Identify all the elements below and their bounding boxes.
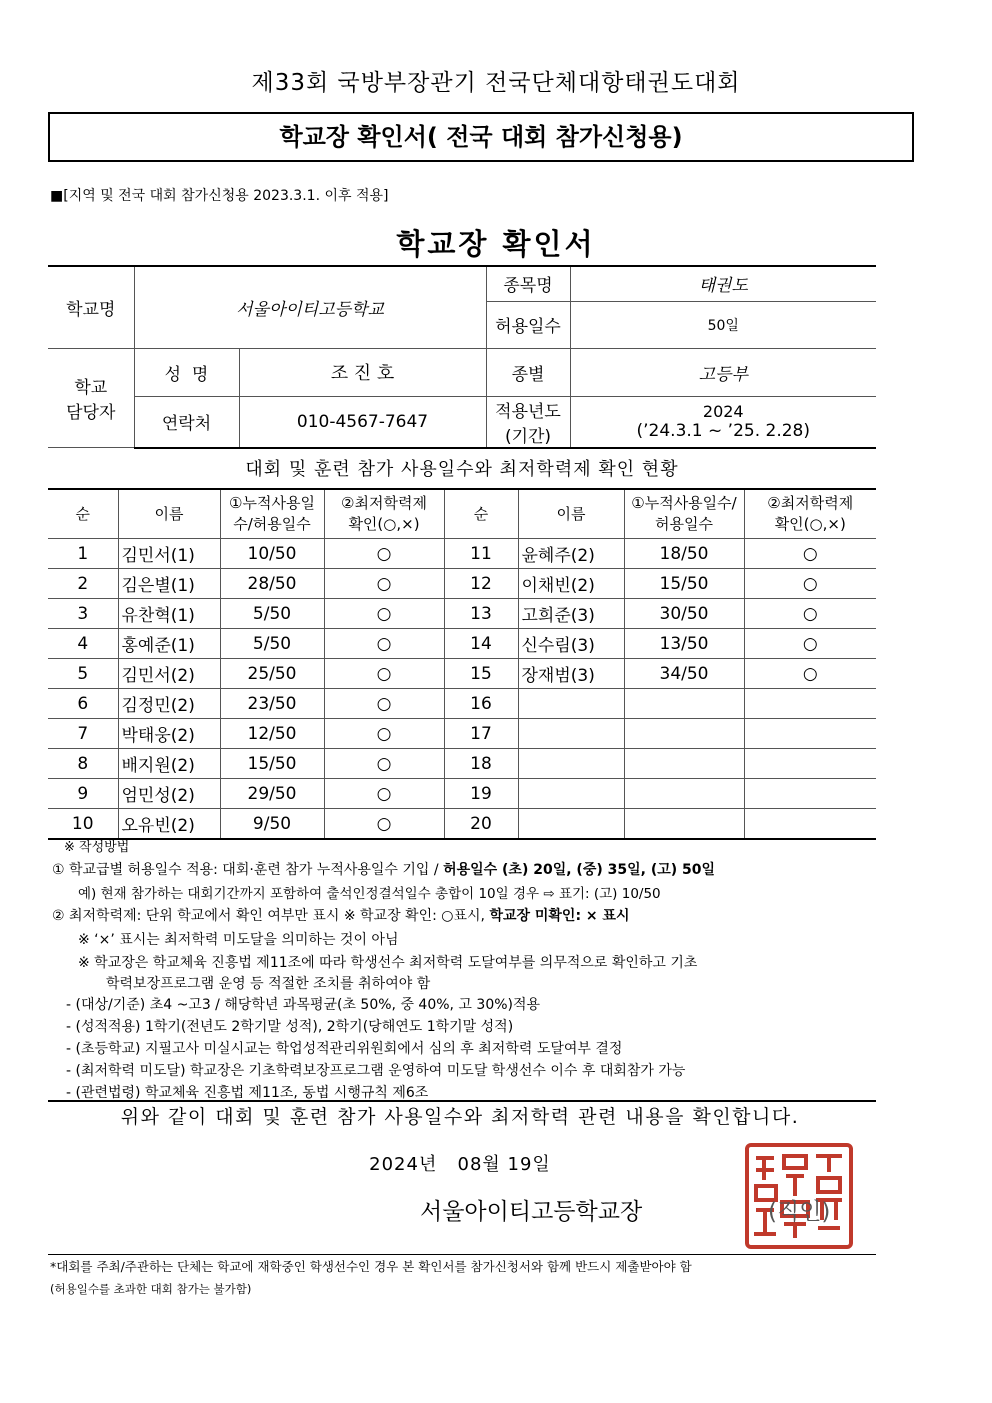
student-name: 오유빈(2) [118, 809, 220, 840]
used-days: 29/50 [220, 779, 324, 809]
sport-value: 태권도 [570, 266, 876, 301]
student-name: 김민서(2) [118, 659, 220, 689]
student-name: 김은별(1) [118, 569, 220, 599]
period-value: (’24.3.1 ~ ’25. 2.28) [636, 421, 810, 441]
min-academic-check: ○ [324, 749, 444, 779]
student-no: 4 [48, 629, 118, 659]
student-name [518, 779, 624, 809]
used-days [624, 809, 744, 840]
contact-value: 010-4567-7647 [239, 396, 486, 448]
col-header-check-line2: 확인(○,×) [348, 515, 420, 533]
manager-name-label: 성 명 [134, 348, 239, 396]
status-row [48, 659, 876, 689]
used-days: 10/50 [220, 539, 324, 569]
used-days [624, 719, 744, 749]
year-label [486, 396, 570, 448]
method-line-1a: ① 학교급별 허용일수 적용: 대회·훈련 참가 누적사용일수 기입 / [52, 862, 444, 878]
student-name: 김정민(2) [118, 689, 220, 719]
col-header-days-right-line2: 허용일수 [655, 515, 713, 533]
used-days: 12/50 [220, 719, 324, 749]
student-name: 배지원(2) [118, 749, 220, 779]
student-name [518, 809, 624, 840]
student-no: 13 [444, 599, 518, 629]
student-no: 12 [444, 569, 518, 599]
min-academic-check: ○ [744, 629, 876, 659]
col-header-days-right-line1: ①누적사용일수/ [631, 494, 737, 512]
col-header-days [220, 489, 324, 539]
allowed-days-label: 허용일수 [486, 301, 570, 348]
manager-label [48, 348, 134, 448]
method-line-3b: 학교장 미확인: × 표시 [489, 908, 630, 924]
student-no: 5 [48, 659, 118, 689]
student-name: 윤혜주(2) [518, 539, 624, 569]
confirmation-date: 2024년 08월 19일 [369, 1154, 551, 1175]
method-line-3 [52, 905, 630, 925]
year-label-line2: (기간) [504, 426, 552, 447]
divider-bottom [48, 1254, 876, 1255]
min-academic-check: ○ [324, 689, 444, 719]
event-title: 제33회 국방부장관기 전국단체대항태권도대회 [251, 70, 741, 96]
student-no: 16 [444, 689, 518, 719]
min-academic-check [744, 719, 876, 749]
used-days: 15/50 [624, 569, 744, 599]
student-no: 18 [444, 749, 518, 779]
status-row [48, 719, 876, 749]
used-days: 15/50 [220, 749, 324, 779]
student-no: 2 [48, 569, 118, 599]
student-name: 박태웅(2) [118, 719, 220, 749]
footer-note-1: *대회를 주최/주관하는 단체는 학교에 재학중인 학생선수인 경우 본 확인서를 참가신청서와 함께 반드시 제출받아야 함 [50, 1259, 692, 1274]
min-academic-check: ○ [744, 599, 876, 629]
method-line-10: - (최저학력 미도달) 학교장은 기초학력보장프로그램 운영하여 미도달 학생선수 이수 후 대회참가 가능 [66, 1063, 686, 1079]
student-name: 장재범(3) [518, 659, 624, 689]
method-line-11: - (관련법령) 학교체육 진흥법 제11조, 동법 시행규칙 제6조 [66, 1085, 429, 1101]
school-name: 서울아이티고등학교 [134, 266, 486, 348]
student-name: 홍예준(1) [118, 629, 220, 659]
status-row [48, 599, 876, 629]
min-academic-check: ○ [324, 779, 444, 809]
year-value: 2024 [702, 402, 744, 421]
used-days: 34/50 [624, 659, 744, 689]
used-days: 25/50 [220, 659, 324, 689]
min-academic-check: ○ [744, 539, 876, 569]
col-header-name-right: 이름 [518, 489, 624, 539]
manager-label-line2: 담당자 [66, 402, 116, 423]
min-academic-check [744, 689, 876, 719]
col-header-check [324, 489, 444, 539]
student-no: 7 [48, 719, 118, 749]
col-header-check-right [744, 489, 876, 539]
student-no: 9 [48, 779, 118, 809]
method-line-9: - (초등학교) 지필고사 미실시교는 학업성적관리위원회에서 심의 후 최저학력 도달여부 결정 [66, 1041, 623, 1057]
col-header-check-right-line1: ②최저학력제 [767, 494, 854, 512]
allowed-days-value: 50일 [570, 301, 876, 348]
status-row [48, 569, 876, 599]
min-academic-check [744, 749, 876, 779]
student-name: 고희준(3) [518, 599, 624, 629]
used-days: 5/50 [220, 629, 324, 659]
student-no: 11 [444, 539, 518, 569]
method-line-1b: 허용일수 (초) 20일, (중) 35일, (고) 50일 [443, 862, 716, 878]
student-no: 17 [444, 719, 518, 749]
student-no: 6 [48, 689, 118, 719]
col-header-no: 순 [48, 489, 118, 539]
method-line-6: 학력보장프로그램 운영 등 적절한 조치를 취하여야 함 [106, 976, 431, 992]
col-header-days-right [624, 489, 744, 539]
school-info-table [48, 265, 876, 449]
status-row [48, 809, 876, 840]
min-academic-check: ○ [324, 539, 444, 569]
status-row [48, 629, 876, 659]
division-value: 고등부 [570, 348, 876, 396]
min-academic-check: ○ [324, 659, 444, 689]
student-no: 1 [48, 539, 118, 569]
col-header-days-line1: ①누적사용일 [229, 494, 315, 512]
student-name [518, 719, 624, 749]
col-header-days-line2: 수/허용일수 [233, 515, 311, 533]
student-no: 8 [48, 749, 118, 779]
page-title: 학교장 확인서 [396, 227, 596, 261]
student-no: 14 [444, 629, 518, 659]
student-name: 엄민성(2) [118, 779, 220, 809]
used-days: 23/50 [220, 689, 324, 719]
student-name: 이채빈(2) [518, 569, 624, 599]
used-days [624, 749, 744, 779]
method-line-5: ※ 학교장은 학교체육 진흥법 제11조에 따라 학생선수 최저학력 도달여부를 의무적으로 확인하고 기초 [78, 955, 698, 971]
min-academic-check: ○ [324, 809, 444, 840]
applicability-note: ■[지역 및 전국 대회 참가신청용 2023.3.1. 이후 적용] [50, 188, 389, 204]
participation-status-table [48, 488, 876, 840]
col-header-check-right-line2: 확인(○,×) [774, 515, 846, 533]
min-academic-check: ○ [324, 719, 444, 749]
used-days: 9/50 [220, 809, 324, 840]
min-academic-check: ○ [324, 569, 444, 599]
principal-name: 서울아이티고등학교장 [420, 1199, 643, 1225]
method-title: ※ 작성방법 [64, 840, 130, 855]
used-days: 13/50 [624, 629, 744, 659]
col-header-check-line1: ②최저학력제 [341, 494, 427, 512]
division-label: 종별 [486, 348, 570, 396]
sport-label: 종목명 [486, 266, 570, 301]
student-no: 15 [444, 659, 518, 689]
year-value-cell [570, 396, 876, 448]
student-no: 19 [444, 779, 518, 809]
contact-label: 연락처 [134, 396, 239, 448]
status-row [48, 779, 876, 809]
method-line-3a: ② 최저학력제: 단위 학교에서 확인 여부만 표시 ※ 학교장 확인: ○표시, [52, 908, 490, 924]
confirmation-statement: 위와 같이 대회 및 훈련 참가 사용일수와 최저학력 관련 내용을 확인합니다. [120, 1106, 800, 1128]
col-header-name: 이름 [118, 489, 220, 539]
method-line-8: - (성적적용) 1학기(전년도 2학기말 성적), 2학기(당해연도 1학기말 성적) [66, 1019, 514, 1035]
min-academic-check: ○ [324, 599, 444, 629]
seal-label: (직인) [768, 1199, 831, 1225]
method-line-2: 예) 현재 참가하는 대회기간까지 포함하여 출석인정결석일수 총합이 10일 경우 ⇨ 표기: (고) 10/50 [78, 886, 661, 902]
student-name: 신수림(3) [518, 629, 624, 659]
manager-name-value: 조 진 호 [239, 348, 486, 396]
status-section-title: 대회 및 훈련 참가 사용일수와 최저학력제 확인 현황 [245, 459, 679, 480]
used-days [624, 689, 744, 719]
status-row [48, 749, 876, 779]
manager-label-line1: 학교 [74, 377, 108, 398]
student-no: 10 [48, 809, 118, 840]
used-days: 5/50 [220, 599, 324, 629]
school-label: 학교명 [48, 266, 134, 348]
year-label-line1: 적용년도 [495, 401, 561, 422]
used-days [624, 779, 744, 809]
student-no: 20 [444, 809, 518, 840]
student-name: 김민서(1) [118, 539, 220, 569]
document-box-title: 학교장 확인서( 전국 대회 참가신청용) [48, 112, 914, 162]
min-academic-check [744, 809, 876, 840]
min-academic-check: ○ [744, 659, 876, 689]
student-name [518, 689, 624, 719]
used-days: 30/50 [624, 599, 744, 629]
status-row [48, 689, 876, 719]
min-academic-check [744, 779, 876, 809]
student-name [518, 749, 624, 779]
used-days: 18/50 [624, 539, 744, 569]
min-academic-check: ○ [324, 629, 444, 659]
student-name: 유찬혁(1) [118, 599, 220, 629]
used-days: 28/50 [220, 569, 324, 599]
method-line-1 [52, 859, 715, 879]
method-line-7: - (대상/기준) 초4 ~고3 / 해당학년 과목평균(초 50%, 중 40%, 고 30%)적용 [66, 997, 541, 1013]
min-academic-check: ○ [744, 569, 876, 599]
student-no: 3 [48, 599, 118, 629]
method-line-4: ※ ‘×’ 표시는 최저학력 미도달을 의미하는 것이 아님 [78, 932, 399, 948]
col-header-no-right: 순 [444, 489, 518, 539]
status-row [48, 539, 876, 569]
footer-note-2: (허용일수를 초과한 대회 참가는 불가함) [50, 1282, 252, 1296]
